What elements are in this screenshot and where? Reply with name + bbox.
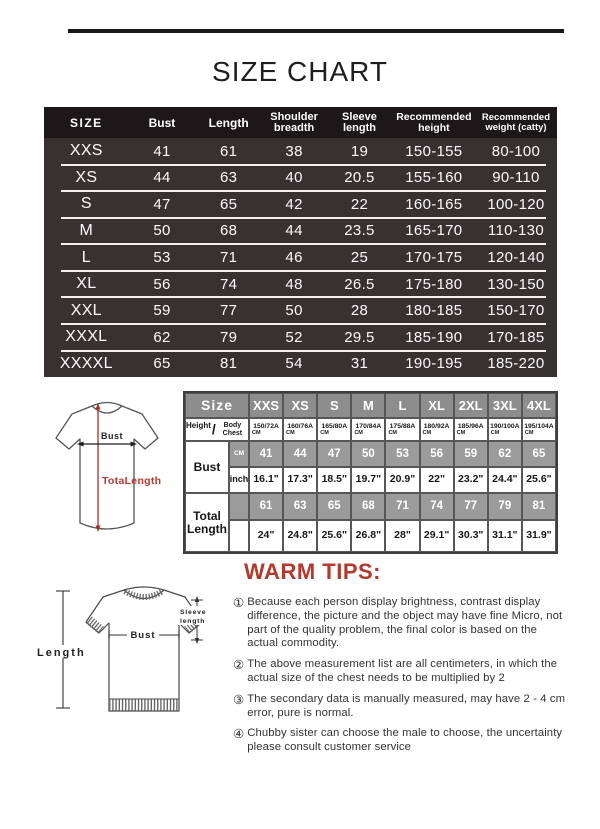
detail-bust-inch-cell: 19.7" [351, 467, 385, 493]
bust-label: Bust [130, 630, 156, 641]
detail-height-value [351, 418, 385, 441]
size-table-header-cell: SIZE [69, 115, 103, 130]
size-table-cell: 48 [285, 275, 303, 293]
size-table-cell: XL [76, 275, 97, 293]
detail-size-cell: 3XL [488, 393, 522, 418]
detail-bust-inch-cell: 23.2" [454, 467, 488, 493]
size-table-cell: 59 [153, 302, 171, 320]
size-table-cell: 170-185 [487, 328, 545, 346]
height-value-unit: CM [490, 429, 500, 436]
size-table-cell: L [81, 248, 91, 266]
height-value-unit: CM [320, 429, 329, 436]
detail-height-value [454, 418, 488, 441]
tshirt-outline [56, 403, 158, 530]
tshirt-measure-diagram-top [45, 392, 177, 552]
bust-label: Bust [101, 431, 123, 441]
detail-height-value [420, 418, 454, 441]
height-value-unit: CM [252, 429, 261, 436]
size-table-cell: 79 [220, 328, 238, 346]
size-table-cell: 22 [350, 195, 369, 213]
detail-size-label: Size [185, 393, 249, 418]
size-table-cell: 50 [153, 222, 171, 240]
size-table-row [44, 165, 557, 192]
height-value-text: 190/100A [490, 422, 520, 430]
size-table-cell: 56 [153, 275, 171, 293]
detail-total-inch-cell: 30.3" [454, 520, 488, 552]
size-table-cell: 120-140 [487, 249, 545, 267]
size-table-cell: 165-170 [405, 222, 463, 240]
total-length-label: TotaLength [102, 475, 162, 487]
detail-total-inch-cell: 28" [385, 520, 419, 552]
detail-total-inch-cell: 31.1" [488, 520, 522, 552]
size-table-cell: XXL [70, 301, 102, 319]
size-table-cell: XS [75, 168, 98, 186]
size-table-header [44, 107, 557, 138]
size-table-cell: XXXXL [59, 354, 113, 372]
size-table [44, 107, 557, 377]
detail-bust-inch-cell: 18.5" [317, 467, 351, 493]
height-value-unit: CM [354, 429, 363, 436]
tip-number-icon: ④ [233, 727, 245, 742]
size-table-cell: 44 [153, 169, 171, 187]
size-table-cell: 26.5 [344, 275, 375, 293]
tip-item-3 [233, 693, 569, 721]
size-table-cell: S [80, 195, 92, 213]
detail-size-cell: L [385, 393, 419, 418]
size-table-cell: 44 [285, 222, 303, 240]
detail-size-cell: 4XL [522, 393, 556, 418]
size-table-cell: 190-195 [405, 355, 463, 373]
size-table-row [44, 351, 557, 378]
detail-total-cm-cell: 71 [385, 493, 419, 520]
size-table-cell: M [79, 221, 94, 239]
detail-bust-cm-cell: 59 [454, 441, 488, 467]
detail-total-inch-cell: 31.9" [522, 520, 556, 552]
size-table-row [44, 324, 557, 351]
detail-cm-label: CM [229, 441, 249, 467]
size-table-cell: 23.5 [344, 222, 375, 240]
size-table-row [44, 191, 557, 218]
size-table-cell: 25 [350, 249, 369, 267]
sleeve-label-line1: Sleeve [180, 609, 207, 616]
height-value-unit: CM [286, 429, 295, 436]
detail-size-cell: 2XL [454, 393, 488, 418]
size-table-cell: 90-110 [492, 169, 540, 187]
bust-arrow [77, 442, 137, 447]
detail-total-cm-cell: 63 [283, 493, 317, 520]
warm-tips-title: WARM TIPS: [244, 559, 381, 584]
detail-total-length-label: Total Length [185, 493, 229, 552]
collar-rib [125, 591, 163, 597]
size-table-cell: 185-220 [487, 355, 545, 373]
tshirt-outline [86, 587, 202, 711]
size-table-cell: 31 [350, 355, 369, 373]
size-table-cell: 52 [285, 328, 303, 346]
size-table-cell: XXS [69, 142, 103, 160]
size-table-cell: 28 [350, 302, 369, 320]
size-table-cell: 80-100 [491, 142, 541, 160]
size-table-cell: 68 [220, 222, 238, 240]
size-table-cell: 180-185 [405, 302, 463, 320]
detail-height-value [522, 418, 556, 441]
size-table-cell: 155-160 [405, 169, 463, 187]
detail-total-cm-cell: 61 [249, 493, 283, 520]
detail-total-cm-cell: 68 [351, 493, 385, 520]
detail-size-cell: XL [420, 393, 454, 418]
size-table-cell: 81 [220, 355, 238, 373]
detail-bust-inch-cell: 22" [420, 467, 454, 493]
detail-total-cm-cell: 65 [317, 493, 351, 520]
detail-bust-inch-cell: 17.3" [283, 467, 317, 493]
detail-bust-cm-cell: 41 [249, 441, 283, 467]
size-table-header-cell: Bust [148, 115, 176, 130]
size-table-cell: 29.5 [344, 328, 375, 346]
height-value-unit: CM [388, 429, 397, 436]
detail-bust-inch-cell: 24.4" [488, 467, 522, 493]
height-slash: / [211, 421, 216, 438]
detail-height-value [385, 418, 419, 441]
detail-inch-label: inch [229, 467, 249, 493]
detail-bust-cm-cell: 44 [283, 441, 317, 467]
tip-text: The secondary data is manually measured, may have 2 - 4 cm error, pure is normal. [247, 692, 566, 719]
detail-size-cell: M [351, 393, 385, 418]
height-value-unit: CM [456, 429, 466, 436]
detail-size-cell: S [317, 393, 351, 418]
size-table-cell: 63 [220, 169, 238, 187]
detail-size-cell: XS [283, 393, 317, 418]
height-value-text: 195/104A [524, 422, 554, 430]
size-table-cell: 42 [285, 195, 303, 213]
size-table-row [44, 244, 557, 271]
detail-table [183, 391, 558, 554]
body-chest-label: Body Chest [222, 422, 243, 437]
size-table-cell: 150-155 [405, 142, 463, 160]
size-table-cell: 65 [220, 195, 238, 213]
detail-bust-inch-cell: 20.9" [385, 467, 419, 493]
size-table-cell: 40 [285, 169, 303, 187]
detail-total-cm-cell: 79 [488, 493, 522, 520]
tip-text: Because each person display brightness, contrast display difference, the picture and the object may have fine Micro, not part of the quality problem, the final color is based on the actual commodity. [247, 596, 563, 650]
detail-bust-cm-cell: 62 [488, 441, 522, 467]
detail-total-cm-cell: 74 [420, 493, 454, 520]
detail-bust-cm-cell: 56 [420, 441, 454, 467]
size-table-cell: 130-150 [487, 275, 545, 293]
tip-number-icon: ① [233, 596, 245, 610]
size-table-cell: 110-130 [487, 222, 544, 240]
height-value-text: 170/84A [355, 422, 382, 430]
height-value-text: 165/80A [321, 422, 348, 430]
detail-total-inch-cell: 25.6" [317, 520, 351, 552]
sleeve-label-line2: length [180, 618, 206, 625]
detail-total-inch-cell: 26.8" [351, 520, 385, 552]
size-table-cell: 74 [220, 275, 238, 293]
size-table-cell: 53 [153, 249, 171, 267]
size-table-header-cell: Recommended weight (catty) [481, 112, 550, 133]
size-table-cell: 61 [220, 142, 238, 160]
page-title: SIZE CHART [212, 56, 388, 87]
tip-text: The above measurement list are all centimeters, in which the actual size of the chest needs to be multiplied by 2 [247, 658, 558, 684]
size-table-row [44, 218, 557, 245]
height-value-text: 175/88A [389, 422, 416, 430]
size-table-cell: 50 [285, 302, 303, 320]
tshirt-measure-diagram-bottom [34, 578, 224, 746]
detail-total-cm-cell: 77 [454, 493, 488, 520]
size-table-cell: 185-190 [405, 328, 463, 346]
size-table-header-cell: Shoulder breadth [270, 110, 318, 134]
size-table-cell: 54 [285, 355, 303, 373]
size-table-header-cell: Length [208, 115, 249, 130]
size-table-row [44, 138, 557, 165]
size-table-cell: 100-120 [487, 195, 545, 213]
height-value-text: 185/96A [457, 422, 484, 430]
size-table-cell: 65 [153, 355, 171, 373]
detail-bust-label: Bust [185, 441, 229, 493]
size-table-cell: 62 [153, 328, 171, 346]
height-value-text: 160/76A [287, 422, 314, 430]
size-table-cell: 71 [220, 249, 238, 267]
size-table-cell: 150-170 [487, 302, 545, 320]
size-table-cell: 20.5 [344, 169, 375, 187]
detail-total-inch-cell: 24.8" [283, 520, 317, 552]
tip-item-1 [233, 596, 569, 651]
detail-bust-cm-cell: 65 [522, 441, 556, 467]
height-label: Height [186, 421, 211, 430]
detail-total-inch-cell: 29.1" [420, 520, 454, 552]
total-length-arrow [96, 403, 101, 532]
size-table-header-cell: Recommended height [396, 111, 472, 134]
height-value-text: 180/92A [423, 422, 450, 430]
tip-item-2 [233, 658, 569, 686]
detail-bust-cm-cell: 53 [385, 441, 419, 467]
size-table-cell: 41 [153, 142, 171, 160]
detail-height-body-chest-label [185, 418, 249, 441]
tip-item-4 [233, 727, 569, 755]
detail-bust-cm-cell: 47 [317, 441, 351, 467]
size-table-cell: 38 [285, 142, 303, 160]
detail-height-value [488, 418, 522, 441]
detail-bust-inch-cell: 16.1" [249, 467, 283, 493]
detail-total-inch-cell: 24" [249, 520, 283, 552]
detail-size-cell: XXS [249, 393, 283, 418]
length-label: Length [37, 647, 86, 659]
tip-text: Chubby sister can choose the male to choose, the uncertainty please consult customer service [247, 727, 563, 754]
size-table-cell: 47 [153, 195, 171, 213]
height-value-text: 150/72A [253, 422, 279, 430]
detail-blank-white-cell [229, 520, 249, 552]
size-table-row [44, 271, 557, 298]
height-value-unit: CM [524, 429, 534, 436]
top-divider [68, 29, 564, 33]
tip-number-icon: ③ [233, 692, 245, 707]
size-table-cell: 160-165 [405, 195, 463, 213]
detail-bust-cm-cell: 50 [351, 441, 385, 467]
size-table-cell: 175-180 [405, 275, 463, 293]
detail-bust-inch-cell: 25.6" [522, 467, 556, 493]
size-table-row [44, 297, 557, 324]
detail-height-value [249, 418, 283, 441]
size-table-cell: 19 [350, 142, 369, 160]
size-table-header-cell: Sleeve length [342, 110, 377, 134]
warm-tips-section [233, 559, 569, 762]
detail-height-value [317, 418, 351, 441]
size-table-cell: 77 [220, 302, 238, 320]
tip-number-icon: ② [233, 658, 245, 673]
detail-total-cm-cell: 81 [522, 493, 556, 520]
size-table-cell: XXXL [65, 328, 108, 346]
size-table-cell: 170-175 [405, 249, 463, 267]
size-table-cell: 46 [285, 249, 303, 267]
left-cuff-rib [89, 620, 101, 630]
detail-blank-gray-cell [229, 493, 249, 520]
detail-height-value [283, 418, 317, 441]
height-value-unit: CM [422, 429, 432, 436]
size-table-body [44, 138, 557, 377]
